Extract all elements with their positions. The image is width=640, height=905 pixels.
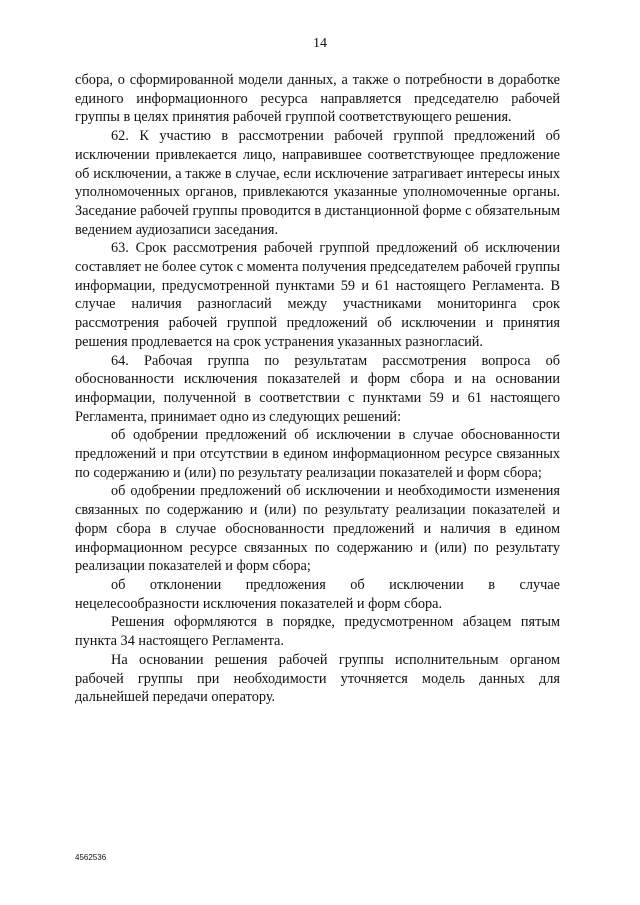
footer-document-id: 4562536	[75, 853, 107, 862]
paragraph-63: 63. Срок рассмотрения рабочей группой предложений об исключении составляет не более суток с момента получения председателем рабочей группы информации, предусмотренной пунктами 59 и 61 настоящего Регламента. В случае наличия разногласий между участниками мониторинга срок рассмотрения рабочей группой предложений об исключении и принятия решения продлевается на срок устранения указанных разногласий.	[75, 240, 560, 350]
paragraph-continuation: сбора, о сформированной модели данных, а также о потребности в доработке единого информационного ресурса направляется председателю рабочей группы в целях принятия рабочей группой соответствующего решения.	[75, 72, 560, 126]
paragraph-64: 64. Рабочая группа по результатам рассмотрения вопроса об обоснованности исключения показателей и форм сбора и на основании информации, полученной в соответствии с пунктами 59 и 61 настоящего Регламента, принимает одно из следующих решений:	[75, 352, 560, 425]
page-number: 14	[313, 36, 327, 51]
decision-option-approve: об одобрении предложений об исключении в случае обоснованности предложений и при отсутствии в едином информационном ресурсе связанных по содержанию и (или) по результату реализации показателей и форм сбора;	[75, 427, 560, 481]
decision-option-approve-with-changes: об одобрении предложений об исключении и необходимости изменения связанных по содержанию и (или) по результату реализации показателей и форм сбора в случае обоснованности предложений и наличия в едином информационном ресурсе связанных по содержанию и (или) по результату реализации показателей и форм сбора;	[75, 483, 560, 575]
paragraph-data-model: На основании решения рабочей группы исполнительным органом рабочей группы при необходимости уточняется модель данных для дальнейшей передачи оператору.	[75, 651, 560, 706]
document-body	[75, 71, 560, 707]
paragraph-62: 62. К участию в рассмотрении рабочей группой предложений об исключении привлекается лицо, направившее соответствующее предложение об исключении, а также в случае, если исключение затрагивает интересы иных уполномоченных органов, привлекаются указанные уполномоченные органы. Заседание рабочей группы проводится в дистанционной форме с обязательным ведением аудиозаписи заседания.	[75, 128, 560, 238]
decision-option-reject: об отклонении предложения об исключении в случае нецелесообразности исключения показателей и форм сбора.	[75, 576, 560, 612]
paragraph-decisions-format: Решения оформляются в порядке, предусмотренном абзацем пятым пункта 34 настоящего Регламента.	[75, 614, 560, 650]
